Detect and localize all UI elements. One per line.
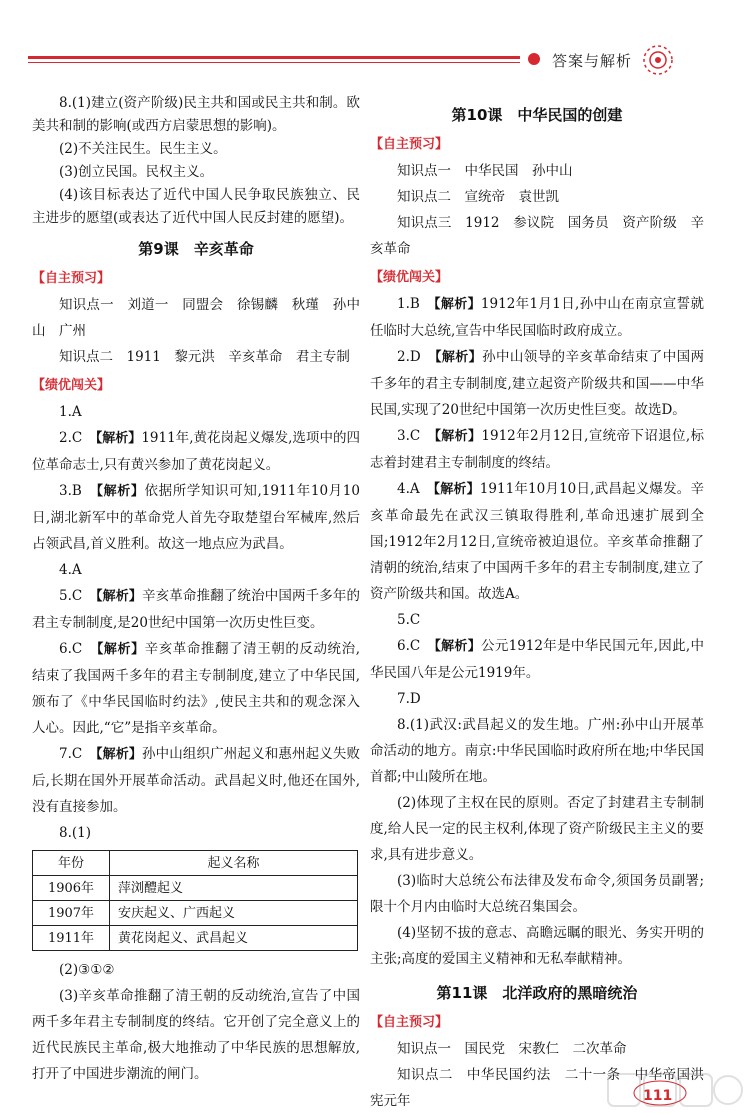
lesson11-title: 第11课 北洋政府的黑暗统治 — [436, 984, 638, 1002]
answer-1: 1.B 【解析】1912年1月1日,孙中山在南京宣誓就任临时大总统,宣告中华民国临时政府成立。 — [370, 296, 704, 339]
answer-8-3: (3)临时大总统公布法律及发布命令,须国务员副署;限十个月内由临时大总统召集国会。 — [370, 873, 704, 915]
table-header-row — [33, 851, 358, 876]
answer-4: 4.A 【解析】1911年10月10日,武昌起义爆发。辛亥革命最先在武汉三镇取得胜利,革命迅速扩展到全国;1912年2月12日,宣统帝被迫退位。辛亥革命推翻了清朝的统治,结束了中国两千多年的君主专制制度,建立了资产阶级共和国。故选A。 — [370, 481, 704, 602]
flower-logo-icon — [638, 40, 678, 80]
table-cell-name: 黄花岗起义、武昌起义 — [110, 926, 358, 951]
answer-5: 5.C — [397, 612, 421, 628]
answer-3: 3.C 【解析】1912年2月12日,宣统帝下诏退位,标志着封建君主专制制度的终结。 — [370, 428, 704, 471]
header-rule-thin — [28, 62, 520, 63]
table-header-year: 年份 — [33, 851, 110, 876]
answer-8-head: 8.(1) — [59, 825, 92, 841]
table-row — [33, 926, 358, 951]
answer-5: 5.C 【解析】辛亥革命推翻了统治中国两千多年的君主专制制度,是20世纪中国第一次历史性巨变。 — [32, 588, 360, 631]
uprising-table — [32, 850, 358, 951]
right-column — [370, 92, 704, 1114]
left-column — [32, 92, 360, 1087]
q8-line1: 8.(1)建立(资产阶级)民主共和国或民主共和制。欧美共和制的影响(或西方启蒙思想的影响)。 — [32, 95, 360, 134]
table-cell-year: 1907年 — [33, 901, 110, 926]
preview-item1: 知识点一 中华民国 孙中山 — [397, 163, 573, 179]
table-cell-year: 1906年 — [33, 876, 110, 901]
answer-4: 4.A — [59, 562, 82, 578]
tag-exam: 【绩优闯关】 — [370, 270, 449, 285]
lesson9-title: 第9课 辛亥革命 — [138, 240, 254, 258]
preview2-item1: 知识点一 国民党 宋教仁 二次革命 — [397, 1041, 627, 1057]
answer-1: 1.A — [59, 404, 82, 420]
table-cell-name: 萍浏醴起义 — [110, 876, 358, 901]
preview-item2: 知识点二 宣统帝 袁世凯 — [397, 189, 559, 205]
preview-item2: 知识点二 1911 黎元洪 辛亥革命 君主专制 — [59, 349, 350, 365]
answer-2: 2.D 【解析】孙中山领导的辛亥革命结束了中国两千多年的君主专制制度,建立起资产阶级共和国——中华民国,实现了20世纪中国第一次历史性巨变。故选D。 — [370, 349, 704, 418]
table-row — [33, 901, 358, 926]
answer-8-4: (4)坚韧不拔的意志、高瞻远瞩的眼光、务实开明的主张;高度的爱国主义精神和无私奉献精神。 — [370, 925, 704, 967]
header-title: 答案与解析 — [552, 52, 633, 70]
page-number: 111 — [643, 1088, 673, 1104]
answer-6: 6.C 【解析】辛亥革命推翻了清王朝的反动统治,结束了我国两千多年的君主专制制度,建立了中华民国,颁布了《中华民国临时约法》,使民主共和的观念深入人心。因此,“它”是指辛亥革命。 — [32, 641, 360, 736]
preview2-item2: 知识点二 中华民国约法 二十一条 中华帝国洪宪元年 — [370, 1067, 704, 1109]
tag-exam: 【绩优闯关】 — [32, 378, 111, 393]
q8-line3: (3)创立民国。民权主义。 — [59, 164, 214, 180]
table-cell-name: 安庆起义、广西起义 — [110, 901, 358, 926]
header-rule-thick — [28, 56, 520, 59]
answer-8-2: (2)体现了主权在民的原则。否定了封建君主专制制度,给人民一定的民主权利,体现了资产阶级民主主义的要求,具有进步意义。 — [370, 795, 704, 863]
answer-7: 7.C 【解析】孙中山组织广州起义和惠州起义失败后,长期在国外开展革命活动。武昌起义时,他还在国外,没有直接参加。 — [32, 746, 360, 815]
preview-item1: 知识点一 刘道一 同盟会 徐锡麟 秋瑾 孙中山 广州 — [32, 297, 360, 339]
answer-6: 6.C 【解析】公元1912年是中华民国元年,因此,中华民国八年是公元1919年。 — [370, 638, 704, 681]
header-bullet-icon — [528, 53, 540, 65]
lesson10-title: 第10课 中华民国的创建 — [451, 106, 623, 124]
watermark-icon — [604, 1068, 744, 1112]
answer-7: 7.D — [397, 691, 421, 707]
answer-2: 2.C 【解析】1911年,黄花岗起义爆发,选项中的四位革命志士,只有黄兴参加了黄花岗起义。 — [32, 430, 360, 473]
table-row — [33, 876, 358, 901]
answer-8-3: (3)辛亥革命推翻了清王朝的反动统治,宣告了中国两千多年君主专制制度的终结。它开创了完全意义上的近代民族民主革命,极大地推动了中华民族的思想解放,打开了中国进步潮流的闸门。 — [32, 988, 360, 1082]
tag-preview: 【自主预习】 — [32, 271, 111, 286]
table-header-name: 起义名称 — [110, 851, 358, 876]
answer-8-2: (2)③①② — [59, 962, 115, 978]
table-cell-year: 1911年 — [33, 926, 110, 951]
answer-8-1: 8.(1)武汉:武昌起义的发生地。广州:孙中山开展革命活动的地方。南京:中华民国临时政府所在地;中华民国首都;中山陵所在地。 — [370, 717, 704, 785]
tag-preview-2: 【自主预习】 — [370, 1015, 449, 1030]
preview-item3: 知识点三 1912 参议院 国务员 资产阶级 辛亥革命 — [370, 215, 704, 257]
answer-3: 3.B 【解析】依据所学知识可知,1911年10月10日,湖北新军中的革命党人首先夺取楚望台军械库,然后占领武昌,首义胜利。故这一地点应为武昌。 — [32, 483, 360, 552]
tag-preview: 【自主预习】 — [370, 137, 449, 152]
q8-line2: (2)不关注民生。民生主义。 — [59, 141, 227, 157]
q8-line4: (4)该目标表达了近代中国人民争取民族独立、民主进步的愿望(或表达了近代中国人民反封建的愿望)。 — [32, 187, 360, 226]
